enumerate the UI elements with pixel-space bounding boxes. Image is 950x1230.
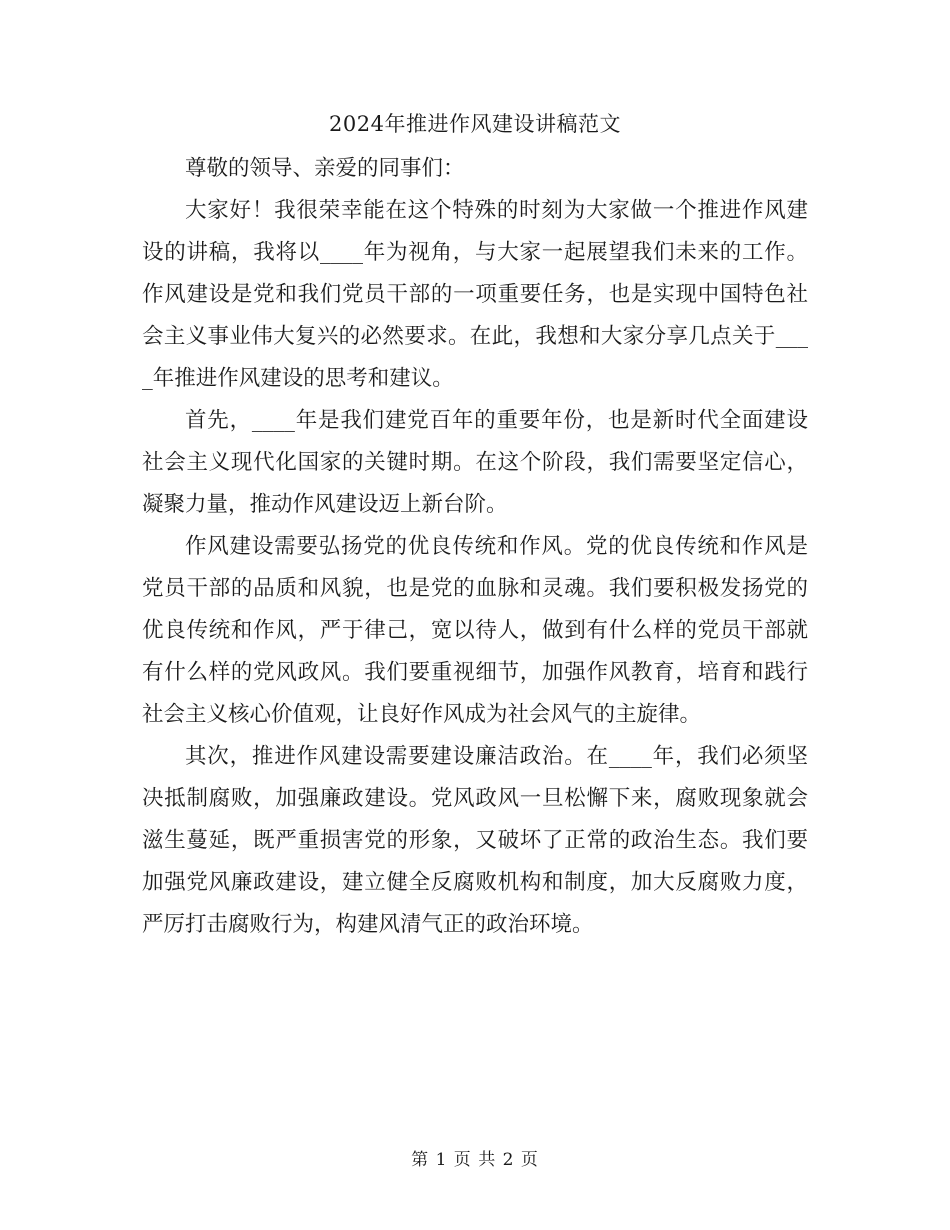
body-paragraph: 首先，____年是我们建党百年的重要年份，也是新时代全面建设社会主义现代化国家的关键时期。在这个阶段，我们需要坚定信心，凝聚力量，推动作风建设迈上新台阶。 [142,408,808,517]
salutation-paragraph: 尊敬的领导、亲爱的同事们： [185,156,465,181]
body-paragraph: 大家好！我很荣幸能在这个特殊的时刻为大家做一个推进作风建设的讲稿，我将以____年为视角，与大家一起展望我们未来的工作。作风建设是党和我们党员干部的一项重要任务，也是实现中国特色社会主义事业伟大复兴的必然要求。在此，我想和大家分享几点关于____年推进作风建设的思考和建议。 [142,198,808,391]
body-paragraph: 作风建设需要弘扬党的优良传统和作风。党的优良传统和作风是党员干部的品质和风貌，也是党的血脉和灵魂。我们要积极发扬党的优良传统和作风，严于律己，宽以待人，做到有什么样的党员干部就有什么样的党风政风。我们要重视细节，加强作风教育，培育和践行社会主义核心价值观，让良好作风成为社会风气的主旋律。 [142,534,808,727]
body-paragraph: 其次，推进作风建设需要建设廉洁政治。在____年，我们必须坚决抵制腐败，加强廉政建设。党风政风一旦松懈下来，腐败现象就会滋生蔓延，既严重损害党的形象，又破坏了正常的政治生态。我们要加强党风廉政建设，建立健全反腐败机构和制度，加大反腐败力度，严厉打击腐败行为，构建风清气正的政治环境。 [142,744,808,937]
page-number-footer: 第 1 页 共 2 页 [411,1150,539,1170]
document-title: 2024年推进作风建设讲稿范文 [329,112,621,136]
document-body [142,148,808,946]
